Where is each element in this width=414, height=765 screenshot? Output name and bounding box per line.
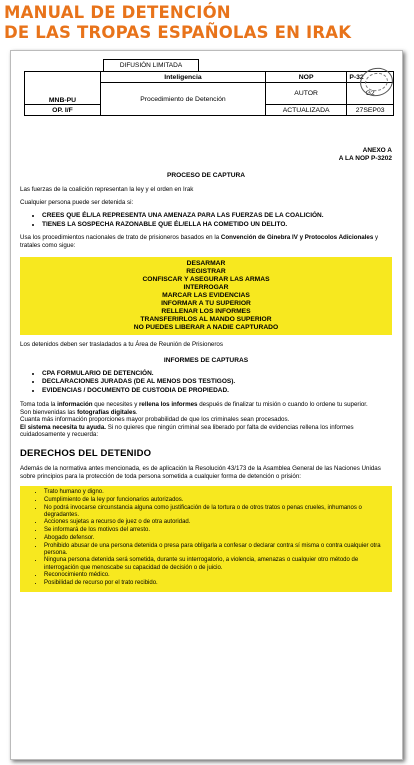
header-actualizada-value: 27SEP03 [347, 105, 394, 116]
report-item: • DECLARACIONES JURADAS (DE AL MENOS DOS TESTIGOS). [42, 378, 392, 386]
reports-paragraph-6 [20, 409, 392, 417]
capture-paragraph-1: Las fuerzas de la coalición representan la ley y el orden en Irak [20, 185, 194, 193]
p6-text-a: Son bienvenidas las [20, 408, 78, 416]
capture-title: PROCESO DE CAPTURA [166, 172, 246, 179]
header-nop-value: P-32 [347, 72, 394, 83]
rights-list [44, 489, 388, 587]
difusion-label: DIFUSIÓN LIMITADA [103, 59, 199, 71]
right-item: • Cumplimiento de la ley por funcionarios autorizados. [44, 497, 388, 504]
header-autor-value: G2 [347, 83, 394, 105]
rights-title: DERECHOS DEL DETENIDO [20, 447, 152, 459]
document-page [10, 50, 403, 760]
p5-bold-information: información [57, 400, 93, 408]
annex-line-1: ANEXO A [362, 147, 392, 154]
capture-step: INFORMAR A TU SUPERIOR [161, 300, 251, 308]
capture-p3-text-a: Usa los procedimientos nacionales de trato de prisioneros basados en la [20, 234, 221, 242]
header-op: OP. I/F [25, 105, 101, 116]
capture-step: REGISTRAR [186, 267, 226, 275]
reports-paragraph-8 [20, 424, 392, 439]
p8-text-c: Si no quieres que ningún criminal sea liberado por falta de evidencias rellena los informes cuidadosamente y recuerda: [20, 423, 354, 439]
p6-bold-photos: fotografías digitales [77, 408, 136, 416]
right-item: • Ninguna persona detenida será sometida, durante su interrogatorio, a violencia, amenazas o cualquier otro método de interrogación que menoscabe su capacidad de decisión o de juicio. [44, 557, 388, 571]
right-item: • Posibilidad de recurso por el trato recibido. [44, 580, 388, 587]
document-body [20, 147, 392, 592]
article-headline [4, 3, 410, 43]
right-item: • Abogado defensor. [44, 535, 388, 542]
header-procedure: Procedimiento de Detención [100, 83, 265, 116]
right-item: • Se informará de los motivos del arresto. [44, 527, 388, 534]
reports-list [42, 370, 392, 395]
capture-paragraph-3 [20, 234, 392, 249]
capture-steps-box [20, 257, 392, 336]
capture-paragraph-2: Cualquier persona puede ser detenida si: [20, 199, 134, 207]
header-actualizada-label: ACTUALIZADA [265, 105, 346, 116]
right-item: • Prohibido abusar de una persona detenida o presa para obligarla a confesar o declarar contra sí misma o contra cualquier otra persona. [44, 543, 388, 557]
header-inteligencia: Inteligencia [100, 72, 265, 83]
report-item: • EVIDENCIAS / DOCUMENTO DE CUSTODIA DE PROPIEDAD. [42, 387, 392, 395]
capture-step: CONFISCAR Y ASEGURAR LAS ARMAS [142, 275, 270, 283]
p5-text-c: que necesites y [92, 400, 140, 408]
right-item: • No podrá invocarse circunstancia alguna como justificación de la tortura o de otros tratos o penas crueles, inhumanos o degradantes. [44, 505, 388, 519]
right-item: • Acciones sujetas a recurso de juez o de otra autoridad. [44, 519, 388, 526]
capture-paragraph-4: Los detenidos deben ser trasladados a tu Área de Reunión de Prisioneros [20, 341, 223, 349]
capture-step: INTERROGAR [183, 283, 229, 291]
p5-text-d: después de finalizar tu misión o cuando lo ordene tu superior. [197, 400, 368, 408]
right-item: • Trato humano y digno. [44, 489, 388, 496]
capture-step: DESARMAR [186, 259, 226, 267]
right-item: • Reconocimiento médico. [44, 572, 388, 579]
capture-step: TRANSFERIRLOS AL MANDO SUPERIOR [140, 316, 272, 324]
condition-item: • TIENES LA SOSPECHA RAZONABLE QUE ÉL/ELLA HA COMETIDO UN DELITO. [42, 221, 392, 229]
report-item: • CPA FORMULARIO DE DETENCIÓN. [42, 370, 392, 378]
rights-intro: Además de la normativa antes mencionada, es de aplicación la Resolución 43/173 de la Asamblea General de las Naciones Unidas sobre principios para la protección de toda persona sometida a cualquier forma de detención o prisión: [20, 464, 381, 480]
p5-bold-reports: rellena los informes [139, 400, 198, 408]
headline-line-1: MANUAL DE DETENCIÓN [4, 3, 231, 22]
condition-item: • CREES QUE ÉL/LA REPRESENTA UNA AMENAZA PARA LAS FUERZAS DE LA COALICIÓN. [42, 212, 392, 220]
capture-step: RELLENAR LOS INFORMES [161, 308, 251, 316]
p8-bold-help: El sistema necesita tu ayuda. [20, 423, 106, 431]
detention-conditions-list [42, 212, 392, 229]
annex-line-2: A LA NOP P-3202 [338, 155, 392, 162]
reports-title: INFORMES DE CAPTURAS [163, 357, 249, 364]
header-nop-label: NOP [265, 72, 346, 83]
rights-box [20, 486, 392, 592]
capture-step: MARCAR LAS EVIDENCIAS [162, 291, 250, 299]
capture-p3-text-b: y tratales como sigue: [20, 234, 379, 249]
reports-paragraph-5 [20, 401, 392, 409]
capture-step: NO PUEDES LIBERAR A NADIE CAPTURADO [133, 324, 279, 332]
headline-line-2: DE LAS TROPAS ESPAÑOLAS EN IRAK [4, 23, 352, 42]
geneva-convention-text: Convención de Ginebra IV y Protocolos Adicionales [220, 234, 374, 242]
header-table [24, 71, 394, 116]
header-unit: MNB-PU [25, 83, 101, 105]
header-autor-label: AUTOR [265, 83, 346, 105]
p6-text-c: . [135, 408, 138, 416]
reports-paragraph-7: Cuanta más información proporciones mayor probabilidad de que los criminales sean procesados. [20, 416, 290, 424]
p5-text-a: Toma toda la [20, 400, 58, 408]
header-blank-cell [25, 72, 101, 83]
